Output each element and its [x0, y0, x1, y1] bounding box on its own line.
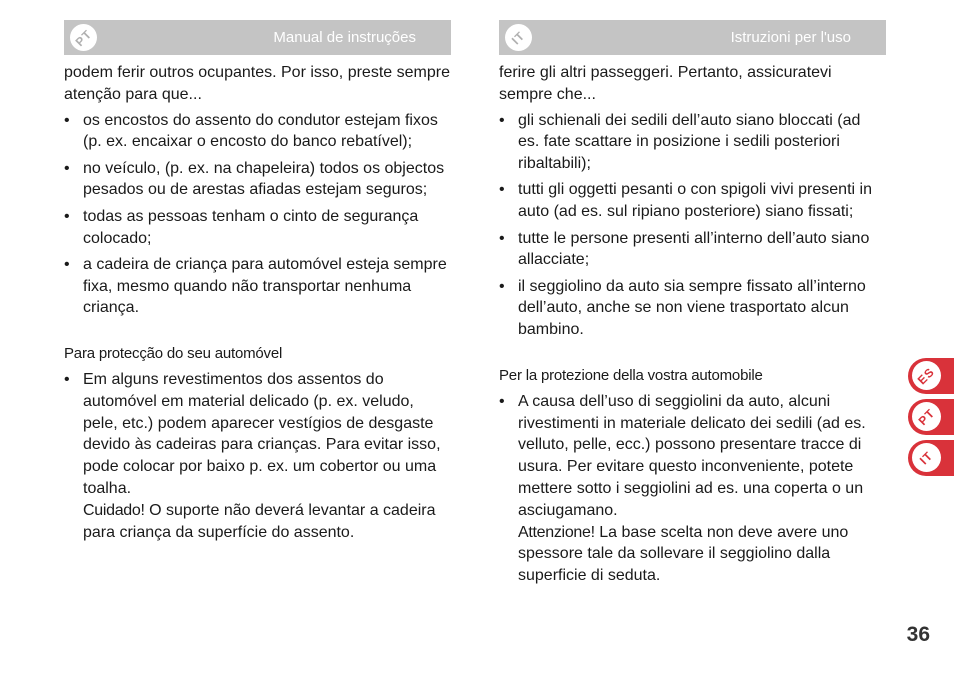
intro-paragraph: ferire gli altri passeggeri. Pertanto, assicuratevi sempre che... [499, 64, 832, 103]
warning-label: Attenzione! [518, 523, 595, 541]
section-bullet-list [499, 391, 886, 587]
column-portuguese [64, 20, 451, 548]
intro-paragraph: podem ferir outros ocupantes. Por isso, preste sempre atenção para que... [64, 64, 450, 103]
header-title: Manual de instruções [273, 29, 416, 46]
section-header [64, 20, 451, 55]
section-bullet-text: Em alguns revestimentos dos assentos do automóvel em material delicado (p. ex. veludo, pele, etc.) podem aparecer vestígios de desgaste devido às cadeiras para crianças. Para evitar isso, pode colocar por baixo p. ex. um cobertor ou uma toalha. [83, 371, 441, 498]
warning-label: Cuidado! [83, 501, 145, 519]
warning-text: O suporte não deverá levantar a cadeira para criança da superfície do assento. [83, 501, 436, 541]
list-item: • todas as pessoas tenham o cinto de segurança colocado; [64, 206, 451, 250]
header-title: Istruzioni per l'uso [730, 29, 851, 46]
list-item: • os encostos do assento do condutor estejam fixos (p. ex. encaixar o encosto do banco rebatível); [64, 110, 451, 154]
list-item: • gli schienali dei sedili dell’auto siano bloccati (ad es. fate scattare in posizione i sedili posteriori ribaltabili); [499, 110, 886, 175]
section-bullet-list [64, 369, 451, 543]
bullet-list [499, 110, 886, 341]
tab-pt[interactable] [908, 399, 954, 435]
language-badge-es: ES [912, 361, 941, 390]
bullet-list [64, 110, 451, 320]
list-item [64, 369, 451, 543]
language-badge-it: IT [912, 443, 941, 472]
section-title: Para protecção do seu automóvel [64, 345, 283, 363]
list-item: • no veículo, (p. ex. na chapeleira) todos os objectos pesados ou de arestas afiadas estejam seguros; [64, 158, 451, 202]
list-item: • tutti gli oggetti pesanti o con spigoli vivi presenti in auto (ad es. sul ripiano posteriore) siano fissati; [499, 179, 886, 223]
column-italian [499, 20, 886, 592]
warning-text: La base scelta non deve avere uno spessore tale da sollevare il seggiolino dalla superficie di seduta. [518, 523, 849, 585]
language-tabs [908, 358, 954, 481]
list-item: • a cadeira de criança para automóvel esteja sempre fixa, mesmo quando não transportar nenhuma criança. [64, 254, 451, 319]
tab-it[interactable] [908, 440, 954, 476]
language-badge-pt: PT [70, 24, 97, 51]
list-item [499, 391, 886, 587]
section-title: Per la protezione della vostra automobile [499, 367, 763, 385]
page-number: 36 [906, 623, 930, 646]
section-header [499, 20, 886, 55]
language-badge-it: IT [505, 24, 532, 51]
section-bullet-text: A causa dell’uso di seggiolini da auto, alcuni rivestimenti in materiale delicato dei sedili (ad es. velluto, pelle, ecc.) possono presentare tracce di usura. Per evitare questo inconveniente, potete mettere sotto i seggiolini ad es. una coperta o un asciugamano. [518, 392, 866, 519]
language-badge-pt: PT [912, 402, 941, 431]
tab-es[interactable] [908, 358, 954, 394]
list-item: • il seggiolino da auto sia sempre fissato all’interno dell’auto, anche se non viene trasportato alcun bambino. [499, 276, 886, 341]
list-item: • tutte le persone presenti all’interno dell’auto siano allacciate; [499, 228, 886, 272]
